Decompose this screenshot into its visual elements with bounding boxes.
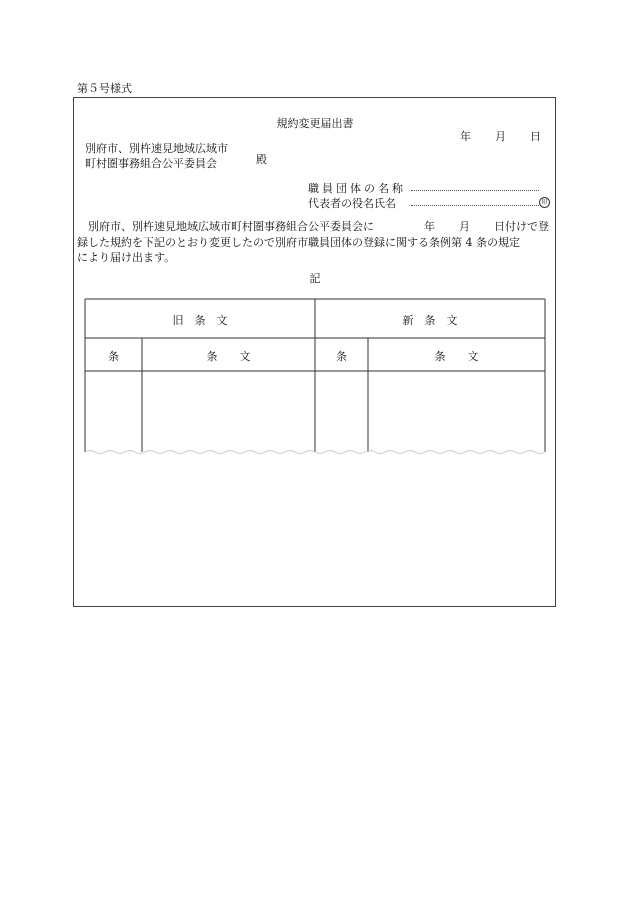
addressee-line-1: 別府市、別杵速見地域広域市 <box>85 142 228 155</box>
date-day-label: 日 <box>530 130 541 143</box>
addressee-line-2: 町村圏事務組合公平委員会 <box>85 157 217 170</box>
document-title: 規約変更届出書 <box>276 117 354 130</box>
body-line-1a: 別府市、別杵速見地域広域市町村圏事務組合公平委員会に <box>88 220 374 233</box>
old-article-col-header: 条 <box>108 350 119 363</box>
representative-label: 代表者の役名氏名 <box>308 197 396 210</box>
new-article-col-header: 条 <box>336 350 347 363</box>
old-text-col-header: 条 文 <box>206 350 251 363</box>
body-line-1b: 日付けで登 <box>494 220 549 233</box>
org-name-label-text: 職員団体の名称 <box>308 182 406 195</box>
new-text-cell[interactable] <box>369 372 544 451</box>
body-line-3: により届け出ます。 <box>77 251 176 264</box>
ki-heading: 記 <box>309 272 321 285</box>
new-text-header: 新 条 文 <box>402 314 458 327</box>
addressee-honorific: 殿 <box>256 153 267 166</box>
seal-mark: 印 <box>539 197 550 208</box>
date-month-label: 月 <box>495 130 506 143</box>
form-number: 第５号様式 <box>77 82 132 95</box>
old-article-cell[interactable] <box>86 372 141 451</box>
body-year: 年 <box>424 220 435 233</box>
new-article-cell[interactable] <box>316 372 367 451</box>
old-text-header: 旧 条 文 <box>172 314 228 327</box>
body-month: 月 <box>459 220 470 233</box>
date-year-label: 年 <box>460 130 471 143</box>
body-line-2: 録した規約を下記のとおり変更したので別府市職員団体の登録に関する条例第 4 条の規定 <box>77 236 520 249</box>
new-text-col-header: 条 文 <box>434 350 479 363</box>
old-text-cell[interactable] <box>143 372 314 451</box>
